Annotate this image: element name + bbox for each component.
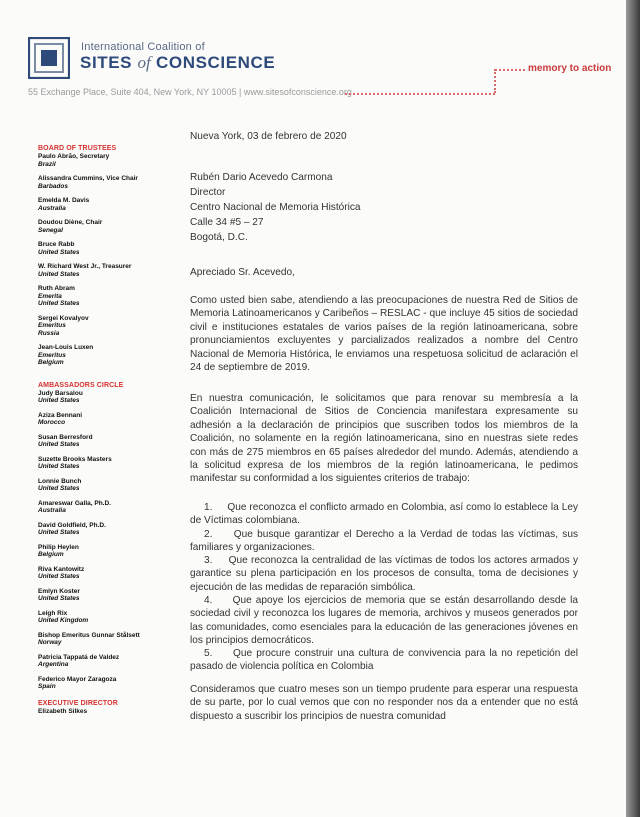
dotted-divider-vertical: [494, 69, 496, 93]
member-name: Federico Mayor Zaragoza: [38, 675, 117, 683]
member-detail: Australia: [38, 204, 66, 212]
member-detail: United States: [38, 441, 80, 448]
member-detail: Argentina: [38, 661, 69, 668]
ambassador-member: [38, 588, 173, 603]
member-detail: United States: [38, 529, 80, 536]
member-detail: Australia: [38, 507, 66, 514]
board-heading: BOARD OF TRUSTEES: [38, 145, 117, 152]
member-name: Amareswar Galla, Ph.D.: [38, 499, 111, 507]
board-member: [38, 219, 173, 234]
member-name: Jean-Louis Luxen: [38, 344, 94, 351]
ambassador-member: [38, 456, 173, 471]
salutation: Apreciado Sr. Acevedo,: [190, 267, 295, 278]
member-detail: Spain: [38, 683, 56, 690]
recipient-title: Director: [190, 187, 226, 198]
member-detail: Norway: [38, 639, 62, 646]
member-detail: United States: [38, 397, 80, 404]
member-detail: United States: [38, 463, 80, 470]
recipient-city: Bogotá, D.C.: [190, 232, 248, 243]
member-name: Philip Heylen: [38, 543, 79, 551]
ambassador-member: [38, 412, 173, 427]
org-address: 55 Exchange Place, Suite 404, New York, NY 10005 | www.sitesofconscience.org: [28, 87, 352, 97]
org-name-line1: International Coalition of: [81, 41, 205, 53]
member-name: Leigh Rix: [38, 609, 68, 617]
ambassador-member: [38, 654, 173, 669]
board-member: [38, 197, 173, 212]
ambassador-member: [38, 632, 173, 647]
member-detail: Belgium: [38, 359, 64, 366]
member-detail: United Kingdom: [38, 617, 89, 624]
member-name: Alissandra Cummins, Vice Chair: [38, 175, 138, 182]
member-detail: Barbados: [38, 182, 68, 190]
executive-list: [38, 708, 173, 716]
dotted-divider-tagline: [495, 69, 525, 71]
ambassador-member: [38, 500, 173, 515]
paragraph-1: Como usted bien sabe, atendiendo a las preocupaciones de nuestra Red de Sitios de Memoria Latinoamericanos y Caribeños – RESLAC - que incluye 45 sitios de sociedad civil e instituciones estatales de varios países de la región latinoamericana, sobre pronunciamientos excluyentes y parcializados realizados a nombre del Centro Nacional de Memoria Histórica, le enviamos una respetuosa solicitud de aclaración el 24 de septiembre de 2019.: [190, 295, 578, 374]
ambassador-member: [38, 434, 173, 449]
member-name: Emlyn Koster: [38, 587, 80, 595]
ambassador-member: [38, 610, 173, 625]
member-detail: Brazil: [38, 160, 56, 168]
member-detail: United States: [38, 573, 80, 580]
criterion-2: 2. Que busque garantizar el Derecho a la Verdad de todas las víctimas, sus familiares y organizaciones.: [190, 529, 578, 554]
member-name: Elizabeth Silkes: [38, 707, 88, 715]
member-name: David Goldfield, Ph.D.: [38, 521, 106, 529]
board-member: [38, 175, 173, 190]
ambassadors-list: [38, 390, 173, 691]
executive-heading: EXECUTIVE DIRECTOR: [38, 699, 118, 707]
member-detail: Russia: [38, 329, 60, 337]
board-member: [38, 285, 173, 308]
paragraph-3: Consideramos que cuatro meses son un tiempo prudente para esperar una respuesta de su parte, por lo cual vemos que con no responder nos da a entender que no está dispuesto a suscribir los principios de nuestra comunidad: [190, 684, 578, 722]
org-name-line2: SITES of CONSCIENCE: [80, 53, 276, 72]
board-member: [38, 153, 173, 168]
member-detail: United States: [38, 300, 80, 307]
recipient-name: Rubén Dario Acevedo Carmona: [190, 172, 333, 183]
member-name: Emelda M. Davis: [38, 197, 90, 204]
member-detail: Belgium: [38, 551, 64, 558]
member-name: Paulo Abrão, Secretary: [38, 153, 110, 160]
member-detail: Emeritus: [38, 322, 66, 329]
criterion-1: 1. Que reconozca el conflicto armado en Colombia, así como lo establece la Ley de Víctimas colombiana.: [190, 502, 578, 527]
member-name: Patricia Tappatá de Valdez: [38, 653, 120, 661]
ambassador-member: [38, 676, 173, 691]
board-member: [38, 315, 173, 338]
member-detail: Emerita: [38, 292, 62, 300]
board-member: [38, 344, 173, 367]
member-name: Doudou Diène, Chair: [38, 219, 103, 226]
criterion-3: 3. Que reconozca la centralidad de las víctimas de todos los actores armados y garantice su plena participación en los procesos de consulta, toma de decisiones y ejecución de las medidas de reparación simbólica.: [190, 555, 578, 593]
recipient-street: Calle 34 #5 – 27: [190, 217, 264, 228]
criterion-4: 4. Que apoye los ejercicios de memoria que se están desarrollando desde la sociedad civil y reconozca los lugares de memoria, archivos y museos generados por las comunidades, como esenciales para la educación de las generaciones jóvenes en los principios democráticos.: [190, 595, 578, 647]
dotted-divider: [345, 93, 495, 95]
executive-member: [38, 708, 173, 716]
member-detail: Emeritus: [38, 351, 66, 359]
member-detail: Morocco: [38, 419, 66, 426]
coalition-logo-icon: [28, 37, 70, 79]
member-name: W. Richard West Jr., Treasurer: [38, 263, 132, 270]
sidebar-roster: [38, 145, 173, 722]
member-name: Susan Berresford: [38, 433, 93, 441]
board-list: [38, 153, 173, 367]
member-name: Riva Kantowitz: [38, 565, 85, 573]
member-name: Lonnie Bunch: [38, 477, 82, 485]
ambassador-member: [38, 522, 173, 537]
board-member: [38, 263, 173, 278]
letter-date: Nueva York, 03 de febrero de 2020: [190, 131, 347, 142]
member-name: Bishop Emeritus Gunnar Stålsett: [38, 631, 140, 639]
member-name: Suzette Brooks Masters: [38, 455, 112, 463]
criterion-5: 5. Que procure construir una cultura de convivencia para la no repetición del pasado de violencia política en Colombia: [190, 648, 578, 673]
member-name: Aziza Bennani: [38, 411, 83, 419]
ambassadors-heading: AMBASSADORS CIRCLE: [38, 381, 124, 389]
ambassador-member: [38, 566, 173, 581]
member-name: Judy Barsalou: [38, 389, 83, 397]
member-detail: Senegal: [38, 226, 63, 234]
member-name: Bruce Rabb: [38, 241, 75, 248]
member-detail: United States: [38, 595, 80, 602]
member-detail: United States: [38, 485, 80, 492]
member-name: Sergei Kovalyov: [38, 314, 89, 322]
member-detail: United States: [38, 270, 80, 278]
page-edge-shadow: [626, 0, 640, 817]
member-name: Ruth Abram: [38, 285, 75, 292]
org-tagline: memory to action: [528, 63, 612, 74]
board-member: [38, 241, 173, 256]
member-detail: United States: [38, 248, 80, 256]
paragraph-2: En nuestra comunicación, le solicitamos que para renovar su membresía a la Coalición Internacional de Sitios de Conciencia manifestara expresamente su adhesión a la declaración de principios que suscriben todos los miembros de la Coalición, no solamente en la región latinoamericana, sino en nuestras siete redes con más de 275 miembros en 65 países alrededor del mundo. Además, atendiendo a la solicitud expresa de los miembros de la región latinoamericana, le pedimos manifestar su conformidad a los siguientes criterios de trabajo:: [190, 393, 578, 485]
recipient-org: Centro Nacional de Memoria Histórica: [190, 202, 361, 213]
ambassador-member: [38, 390, 173, 405]
ambassador-member: [38, 544, 173, 559]
ambassador-member: [38, 478, 173, 493]
